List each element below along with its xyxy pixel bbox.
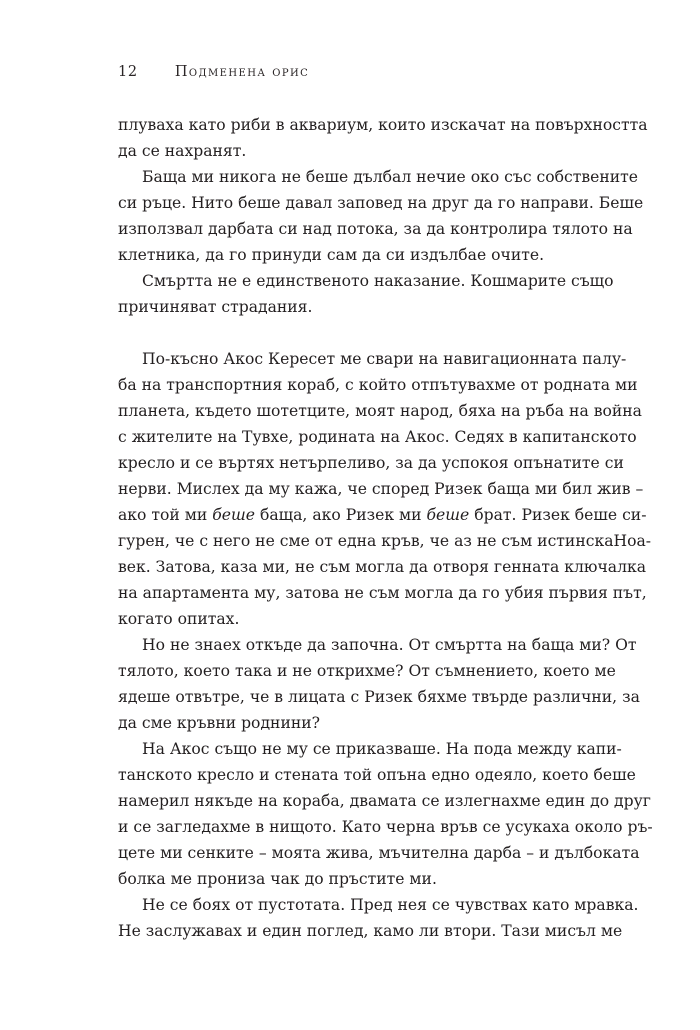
- text-line: Баща ми никога не беше дълбал нечие око със собствените: [142, 168, 639, 186]
- body-text: [118, 112, 653, 944]
- text-line: Смъртта не е единственото наказание. Кошмарите също: [142, 272, 614, 290]
- paragraph-gap: [118, 320, 606, 346]
- text-line: на апартамента му, затова не съм могла да го убия първия път,: [118, 584, 647, 602]
- page-number: 12: [118, 64, 138, 80]
- text-line: Не се боях от пустотата. Пред нея се чувствах като мравка.: [142, 896, 639, 914]
- text-line: Но не знаех откъде да започна. От смъртта на баща ми? От: [142, 636, 637, 654]
- book-title: Подменена орис: [174, 64, 310, 80]
- running-header: [118, 64, 309, 80]
- text-line: използвал дарбата си над потока, за да контролира тялото на: [118, 220, 633, 238]
- text-line: тялото, което така и не открихме? От съмнението, което ме: [118, 662, 616, 680]
- text-line: и се загледахме в нищото. Като черна връв се усукаха около ръ-: [118, 818, 653, 836]
- text-line: болка ме прониза чак до пръстите ми.: [118, 870, 437, 888]
- text-line: век. Затова, каза ми, не съм могла да отворя генната ключалка: [118, 558, 647, 576]
- text-line: На Акос също не му се приказваше. На пода между капи-: [142, 740, 622, 758]
- text-line: плуваха като риби в аквариум, които изскачат на повърхността: [118, 116, 648, 134]
- text-line: танското кресло и стената той опъна едно одеяло, което беше: [118, 766, 636, 784]
- text-line: ба на транспортния кораб, с който отпътувахме от родната ми: [118, 376, 638, 394]
- text-line: намерил някъде на кораба, двамата се излегнахме един до друг: [118, 792, 651, 810]
- text-line: планета, където шотетците, моят народ, бяха на ръба на война: [118, 402, 642, 420]
- text-line: цете ми сенките – моята жива, мъчителна дарба – и дълбоката: [118, 844, 640, 862]
- text-line: си ръце. Нито беше давал заповед на друг да го направи. Беше: [118, 194, 644, 212]
- text-line: Не заслужавах и един поглед, камо ли втори. Тази мисъл ме: [118, 922, 623, 940]
- text-line: клетника, да го принуди сам да си издълбае очите.: [118, 246, 545, 264]
- text-line: причиняват страдания.: [118, 298, 313, 316]
- text-line: нерви. Мислех да му кажа, че според Ризек баща ми бил жив –: [118, 480, 644, 498]
- text-line: ядеше отвътре, че в лицата с Ризек бяхме твърде различни, за: [118, 688, 640, 706]
- text-line: По-късно Акос Кересет ме свари на навигационната палу-: [142, 350, 627, 368]
- text-line: когато опитах.: [118, 610, 240, 628]
- text-line: гурен, че с него не сме от една кръв, че аз не съм истинскаНоа-: [118, 532, 652, 550]
- text-line: да сме кръвни роднини?: [118, 714, 320, 732]
- text-line: с жителите на Тувхе, родината на Акос. Седях в капитанското: [118, 428, 637, 446]
- text-line: кресло и се въртях нетърпеливо, за да успокоя опънатите си: [118, 454, 624, 472]
- text-line: ако той ми беше баща, ако Ризек ми беше брат. Ризек беше си-: [118, 506, 647, 524]
- text-line: да се нахранят.: [118, 142, 247, 160]
